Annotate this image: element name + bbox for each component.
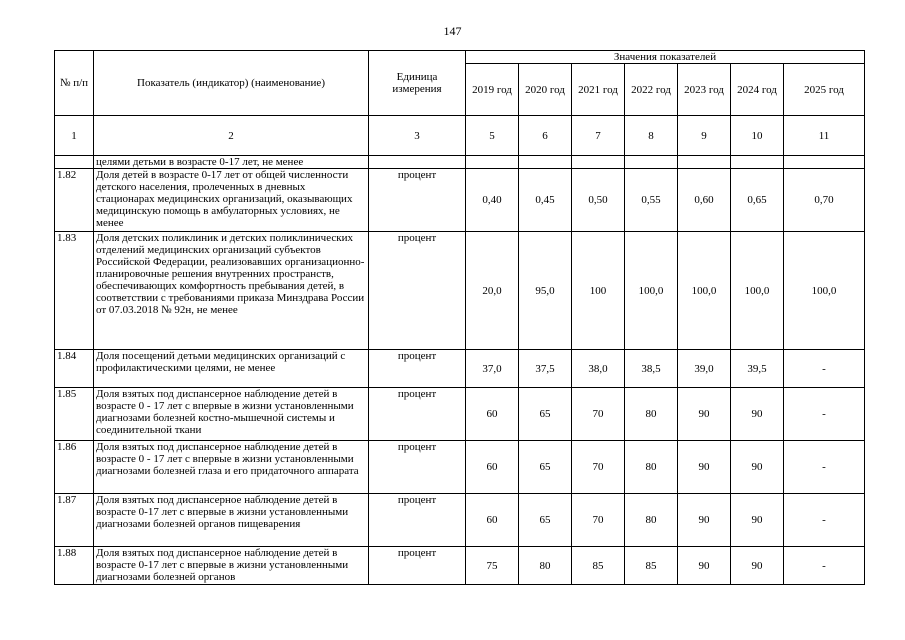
value-cell: 39,0: [678, 350, 731, 388]
table-row: [55, 169, 865, 232]
value-cell: 80: [625, 441, 678, 494]
value-cell: 90: [731, 547, 784, 585]
unit-cell: процент: [369, 547, 466, 585]
indicator-name: Доля взятых под диспансерное наблюдение детей в возрасте 0-17 лет с впервые в жизни установленными диагнозами болезней органов пищеварения: [94, 494, 369, 547]
value-cell: -: [784, 494, 865, 547]
value-cell: 100: [572, 232, 625, 350]
value-cell: 90: [731, 494, 784, 547]
column-index: 9: [678, 116, 731, 156]
value-cell: -: [784, 350, 865, 388]
value-cell: 80: [625, 388, 678, 441]
row-number: 1.85: [55, 388, 94, 441]
table-row: [55, 494, 865, 547]
value-cell: 65: [519, 494, 572, 547]
header-indicator-name: Показатель (индикатор) (наименование): [94, 51, 369, 116]
value-cell: 65: [519, 388, 572, 441]
value-cell: 90: [678, 388, 731, 441]
column-index: 6: [519, 116, 572, 156]
value-cell: 100,0: [678, 232, 731, 350]
unit-cell: процент: [369, 169, 466, 232]
value-cell: 60: [466, 494, 519, 547]
value-cell: 90: [678, 494, 731, 547]
value-cell: 0,60: [678, 169, 731, 232]
column-index: 10: [731, 116, 784, 156]
value-cell: 100,0: [731, 232, 784, 350]
header-values-group: Значения показателей: [466, 51, 865, 64]
value-cell: 0,65: [731, 169, 784, 232]
header-year: 2021 год: [572, 64, 625, 116]
unit-cell: процент: [369, 388, 466, 441]
row-number: 1.86: [55, 441, 94, 494]
value-cell: 38,5: [625, 350, 678, 388]
value-cell: 39,5: [731, 350, 784, 388]
value-cell: 90: [678, 547, 731, 585]
indicator-name: Доля взятых под диспансерное наблюдение детей в возрасте 0 - 17 лет с впервые в жизни установленными диагнозами болезней глаза и его придаточного аппарата: [94, 441, 369, 494]
value-cell: 0,45: [519, 169, 572, 232]
value-cell: 80: [625, 494, 678, 547]
value-cell: 90: [731, 388, 784, 441]
value-cell: -: [784, 547, 865, 585]
value-cell: 70: [572, 388, 625, 441]
column-index: 2: [94, 116, 369, 156]
header-year: 2022 год: [625, 64, 678, 116]
column-index: 5: [466, 116, 519, 156]
header-year: 2019 год: [466, 64, 519, 116]
value-cell: 80: [519, 547, 572, 585]
value-cell: 60: [466, 388, 519, 441]
row-number: 1.88: [55, 547, 94, 585]
indicator-name: Доля посещений детьми медицинских организаций с профилактическими целями, не менее: [94, 350, 369, 388]
indicator-name: Доля взятых под диспансерное наблюдение детей в возрасте 0 - 17 лет с впервые в жизни установленными диагнозами болезней костно-мышечной системы и соединительной ткани: [94, 388, 369, 441]
row-number: 1.84: [55, 350, 94, 388]
unit-cell: процент: [369, 350, 466, 388]
column-index-row: [55, 116, 865, 156]
header-number: № п/п: [55, 51, 94, 116]
value-cell: 90: [731, 441, 784, 494]
indicators-table: [54, 50, 865, 585]
header-year: 2024 год: [731, 64, 784, 116]
row-number: 1.83: [55, 232, 94, 350]
row-number: 1.87: [55, 494, 94, 547]
value-cell: 60: [466, 441, 519, 494]
value-cell: 20,0: [466, 232, 519, 350]
value-cell: 85: [625, 547, 678, 585]
continuation-row: [55, 156, 865, 169]
table-row: [55, 441, 865, 494]
value-cell: 37,0: [466, 350, 519, 388]
value-cell: 100,0: [784, 232, 865, 350]
value-cell: 70: [572, 441, 625, 494]
value-cell: 85: [572, 547, 625, 585]
header-year: 2023 год: [678, 64, 731, 116]
value-cell: 75: [466, 547, 519, 585]
value-cell: 38,0: [572, 350, 625, 388]
value-cell: 70: [572, 494, 625, 547]
table-row: [55, 547, 865, 585]
row-number: 1.82: [55, 169, 94, 232]
indicator-name: Доля детей в возрасте 0-17 лет от общей численности детского населения, пролеченных в дневных стационарах медицинских организаций, оказывающих медицинскую помощь в амбулаторных условиях, не менее: [94, 169, 369, 232]
value-cell: 0,50: [572, 169, 625, 232]
value-cell: 65: [519, 441, 572, 494]
column-index: 1: [55, 116, 94, 156]
value-cell: 100,0: [625, 232, 678, 350]
indicator-name: Доля детских поликлиник и детских поликлинических отделений медицинских организаций субъектов Российской Федерации, реализовавших организационно-планировочные решения внутренних пространств, обеспечивающих комфортность пребывания детей, в соответствии с требованиями приказа Минздрава России от 07.03.2018 № 92н, не менее: [94, 232, 369, 350]
value-cell: 0,55: [625, 169, 678, 232]
header-unit: Единица измерения: [369, 51, 466, 116]
value-cell: -: [784, 441, 865, 494]
header-year: 2020 год: [519, 64, 572, 116]
column-index: 7: [572, 116, 625, 156]
value-cell: -: [784, 388, 865, 441]
header-year: 2025 год: [784, 64, 865, 116]
page-number: 147: [443, 24, 462, 38]
column-index: 3: [369, 116, 466, 156]
value-cell: 0,40: [466, 169, 519, 232]
column-index: 8: [625, 116, 678, 156]
value-cell: 95,0: [519, 232, 572, 350]
value-cell: 37,5: [519, 350, 572, 388]
column-index: 11: [784, 116, 865, 156]
unit-cell: процент: [369, 441, 466, 494]
table-row: [55, 388, 865, 441]
value-cell: 0,70: [784, 169, 865, 232]
continuation-text: целями детьми в возрасте 0-17 лет, не менее: [94, 156, 369, 169]
table-row: [55, 232, 865, 350]
table-row: [55, 350, 865, 388]
value-cell: 90: [678, 441, 731, 494]
unit-cell: процент: [369, 232, 466, 350]
unit-cell: процент: [369, 494, 466, 547]
indicator-name: Доля взятых под диспансерное наблюдение детей в возрасте 0-17 лет с впервые в жизни установленными диагнозами болезней органов: [94, 547, 369, 585]
